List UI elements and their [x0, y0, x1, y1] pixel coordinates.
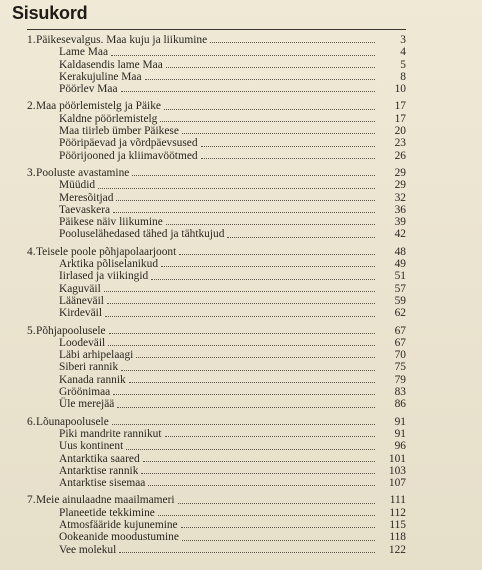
chapter-page-number: 111 — [389, 494, 406, 507]
toc-chapter — [27, 416, 406, 490]
section-entry[interactable] — [27, 398, 406, 410]
section-title: Antarktise sisemaa — [59, 477, 146, 490]
dot-leader — [98, 188, 375, 189]
dot-leader — [166, 67, 375, 68]
dot-leader — [227, 237, 375, 238]
toc-chapter — [27, 325, 406, 411]
dot-leader — [109, 333, 375, 334]
section-title: Pöörlev Maa — [59, 83, 118, 96]
section-page-number: 4 — [400, 46, 406, 59]
dot-leader — [108, 345, 375, 346]
section-title: Kirdeväil — [59, 307, 103, 320]
section-entry[interactable] — [27, 59, 406, 71]
section-page-number: 42 — [394, 228, 406, 241]
section-page-number: 101 — [388, 452, 406, 465]
dot-leader — [111, 55, 375, 56]
dot-leader — [119, 552, 375, 553]
section-page-number: 5 — [400, 58, 406, 71]
chapter-title: Päikesevalgus. Maa kuju ja liikumine — [36, 34, 208, 46]
chapter-title: Maa pöörlemistelg ja Päike — [36, 100, 161, 113]
section-page-number: 29 — [394, 179, 406, 192]
dot-leader — [141, 473, 375, 474]
dot-leader — [113, 394, 375, 395]
section-title: Pööripäevad ja võrdpäevsused — [59, 137, 198, 150]
section-page-number: 32 — [394, 191, 406, 204]
chapter-number: 7. — [27, 494, 36, 507]
section-page-number: 8 — [400, 70, 406, 83]
section-title: Kaguväil — [59, 282, 101, 295]
dot-leader — [210, 42, 375, 43]
chapter-entry[interactable] — [27, 246, 406, 258]
dot-leader — [129, 382, 375, 383]
dot-leader — [112, 424, 375, 425]
section-entry[interactable] — [27, 125, 406, 137]
section-page-number: 103 — [388, 464, 406, 477]
section-title: Pooluselähedased tähed ja tähtkujud — [59, 228, 225, 241]
heading-divider — [27, 29, 406, 30]
section-page-number: 83 — [394, 386, 406, 399]
section-page-number: 62 — [394, 307, 406, 320]
section-title: Planeetide tekkimine — [59, 506, 155, 519]
dot-leader — [201, 146, 375, 147]
section-entry[interactable] — [27, 544, 406, 556]
section-page-number: 26 — [394, 149, 406, 162]
section-entry[interactable] — [27, 440, 406, 452]
dot-leader — [148, 485, 375, 486]
chapter-title: Lõunapoolusele — [36, 415, 109, 428]
section-page-number: 115 — [389, 518, 406, 531]
section-page-number: 67 — [394, 336, 406, 349]
section-title: Atmosfääride kujunemine — [59, 518, 178, 531]
dot-leader — [143, 461, 375, 462]
section-entry[interactable] — [27, 283, 406, 295]
table-of-contents — [27, 34, 406, 561]
dot-leader — [107, 303, 375, 304]
section-entry[interactable] — [27, 228, 406, 240]
dot-leader — [145, 79, 375, 80]
section-entry[interactable] — [27, 137, 406, 149]
section-entry[interactable] — [27, 349, 406, 361]
dot-leader — [165, 436, 376, 437]
section-title: Päikese näiv liikumine — [59, 216, 163, 229]
section-title: Kaldasendis lame Maa — [59, 58, 163, 71]
section-entry[interactable] — [27, 386, 406, 398]
section-entry[interactable] — [27, 192, 406, 204]
dot-leader — [126, 449, 375, 450]
dot-leader — [182, 133, 375, 134]
chapter-number: 3. — [27, 166, 36, 179]
dot-leader — [166, 224, 375, 225]
dot-leader — [132, 175, 375, 176]
section-title: Lääneväil — [59, 294, 104, 307]
chapter-page-number: 17 — [394, 100, 406, 113]
section-title: Meresõitjad — [59, 191, 114, 204]
dot-leader — [182, 540, 375, 541]
section-title: Arktika põliselanikud — [59, 258, 159, 271]
chapter-page-number: 91 — [394, 415, 406, 428]
section-title: Kaldne pöörlemistelg — [59, 112, 158, 125]
chapter-number: 4. — [27, 245, 36, 258]
section-title: Kerakujuline Maa — [59, 70, 142, 83]
chapter-entry[interactable] — [27, 325, 406, 337]
chapter-title: Meie ainulaadne maailmameri — [36, 494, 175, 507]
dot-leader — [164, 109, 375, 110]
chapter-entry[interactable] — [27, 416, 406, 428]
section-title: Siberi rannik — [59, 361, 119, 374]
section-page-number: 96 — [394, 440, 406, 453]
section-title: Vee molekul — [59, 543, 117, 556]
section-entry[interactable] — [27, 179, 406, 191]
chapter-title: Teisele poole põhjapolaarjoont — [36, 245, 177, 258]
section-entry[interactable] — [27, 216, 406, 228]
chapter-entry[interactable] — [27, 100, 406, 112]
dot-leader — [117, 407, 375, 408]
section-page-number: 20 — [394, 125, 406, 138]
section-entry[interactable] — [27, 428, 406, 440]
chapter-number: 6. — [27, 415, 36, 428]
dot-leader — [116, 200, 375, 201]
section-page-number: 75 — [394, 361, 406, 374]
section-title: Iirlased ja viikingid — [59, 270, 149, 283]
section-page-number: 23 — [394, 137, 406, 150]
toc-chapter — [27, 246, 406, 320]
chapter-number: 2. — [27, 100, 36, 113]
section-entry[interactable] — [27, 307, 406, 319]
section-entry[interactable] — [27, 46, 406, 58]
chapter-entry[interactable] — [27, 494, 406, 506]
section-page-number: 51 — [394, 270, 406, 283]
dot-leader — [136, 357, 375, 358]
chapter-page-number: 29 — [394, 166, 406, 179]
section-entry[interactable] — [27, 507, 406, 519]
section-title: Loodeväil — [59, 336, 106, 349]
chapter-entry[interactable] — [27, 34, 406, 46]
section-page-number: 107 — [388, 477, 406, 490]
section-title: Antarktika saared — [59, 452, 140, 465]
chapter-title: Põhjapoolusele — [36, 324, 106, 337]
section-title: Läbi arhipelaagi — [59, 349, 134, 362]
section-title: Pöörijooned ja kliimavöötmed — [59, 149, 198, 162]
chapter-page-number: 3 — [400, 34, 406, 46]
section-entry[interactable] — [27, 83, 406, 95]
section-title: Ookeanide moodustumine — [59, 531, 179, 544]
section-page-number: 49 — [394, 258, 406, 271]
section-page-number: 86 — [394, 398, 406, 411]
section-entry[interactable] — [27, 150, 406, 162]
section-page-number: 59 — [394, 294, 406, 307]
dot-leader — [121, 370, 375, 371]
section-entry[interactable] — [27, 519, 406, 531]
section-page-number: 57 — [394, 282, 406, 295]
toc-heading: Sisukord — [12, 3, 88, 23]
section-title: Maa tiirleb ümber Päikese — [59, 125, 179, 138]
chapter-page-number: 67 — [394, 324, 406, 337]
dot-leader — [179, 254, 375, 255]
section-entry[interactable] — [27, 361, 406, 373]
chapter-title: Pooluste avastamine — [36, 166, 130, 179]
chapter-number: 1. — [27, 34, 36, 46]
section-title: Müüdid — [59, 179, 96, 192]
section-page-number: 70 — [394, 349, 406, 362]
toc-chapter — [27, 167, 406, 241]
section-page-number: 39 — [394, 216, 406, 229]
section-title: Kanada rannik — [59, 373, 126, 386]
section-entry[interactable] — [27, 453, 406, 465]
dot-leader — [113, 212, 375, 213]
section-page-number: 122 — [388, 543, 406, 556]
chapter-entry[interactable] — [27, 167, 406, 179]
toc-chapter — [27, 100, 406, 161]
section-page-number: 36 — [394, 203, 406, 216]
chapter-page-number: 48 — [394, 245, 406, 258]
section-title: Lame Maa — [59, 46, 109, 59]
dot-leader — [104, 291, 375, 292]
dot-leader — [178, 503, 375, 504]
section-entry[interactable] — [27, 531, 406, 543]
section-title: Antarktise rannik — [59, 464, 139, 477]
section-entry[interactable] — [27, 374, 406, 386]
section-entry[interactable] — [27, 477, 406, 489]
section-page-number: 10 — [394, 83, 406, 96]
section-page-number: 17 — [394, 112, 406, 125]
section-title: Uus kontinent — [59, 440, 124, 453]
section-title: Piki mandrite rannikut — [59, 427, 162, 440]
section-entry[interactable] — [27, 71, 406, 83]
dot-leader — [161, 266, 375, 267]
section-entry[interactable] — [27, 465, 406, 477]
dot-leader — [201, 158, 375, 159]
section-title: Gröönimaa — [59, 386, 111, 399]
dot-leader — [121, 91, 375, 92]
dot-leader — [158, 515, 375, 516]
dot-leader — [181, 527, 375, 528]
section-entry[interactable] — [27, 204, 406, 216]
section-page-number: 91 — [394, 427, 406, 440]
section-entry[interactable] — [27, 337, 406, 349]
dot-leader — [105, 316, 375, 317]
section-page-number: 112 — [389, 506, 406, 519]
section-page-number: 118 — [389, 531, 406, 544]
chapter-number: 5. — [27, 324, 36, 337]
section-entry[interactable] — [27, 295, 406, 307]
dot-leader — [151, 279, 375, 280]
section-entry[interactable] — [27, 270, 406, 282]
toc-chapter — [27, 34, 406, 95]
dot-leader — [160, 121, 375, 122]
section-title: Taevaskera — [59, 203, 111, 216]
section-entry[interactable] — [27, 113, 406, 125]
section-page-number: 79 — [394, 373, 406, 386]
section-entry[interactable] — [27, 258, 406, 270]
section-title: Üle merejää — [59, 398, 115, 411]
toc-chapter — [27, 494, 406, 555]
